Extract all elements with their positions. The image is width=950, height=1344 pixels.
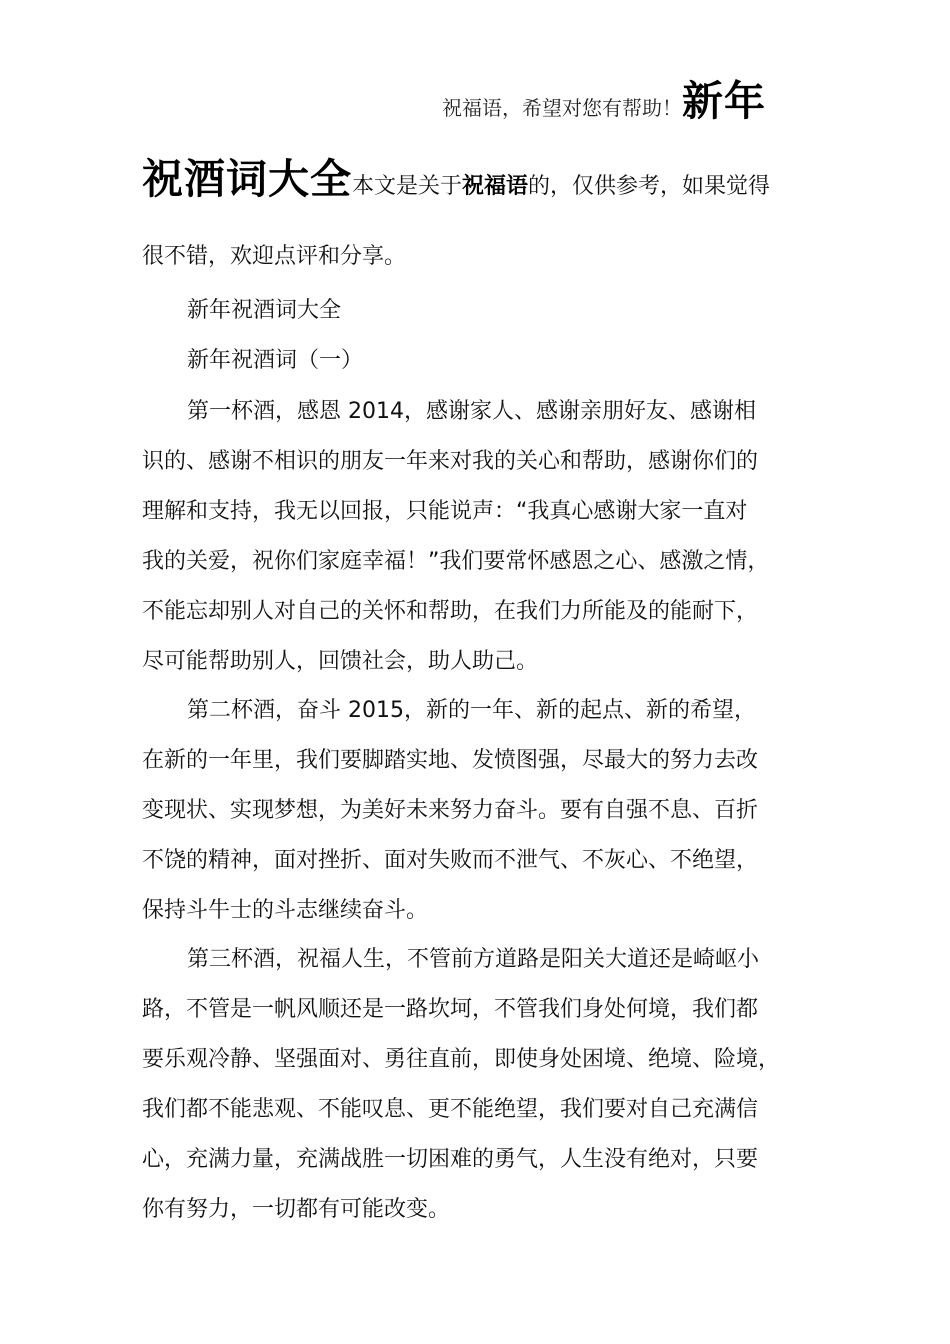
paragraph-line: 理解和支持，我无以回报，只能说声：“我真心感谢大家一直对 bbox=[142, 499, 748, 524]
intro-text-b: 的，仅供参考，如果觉得 bbox=[528, 174, 771, 199]
header-line bbox=[442, 68, 766, 127]
paragraph-line: 不饶的精神，面对挫折、面对失败而不泄气、不灰心、不绝望， bbox=[142, 848, 759, 873]
paragraph-line: 不能忘却别人对自己的关怀和帮助，在我们力所能及的能耐下， bbox=[142, 599, 759, 624]
header-note: 祝福语，希望对您有帮助！ bbox=[442, 96, 682, 120]
document-title-part2: 祝酒词大全 bbox=[142, 155, 352, 203]
paragraph-line: 要乐观冷静、坚强面对、勇往直前，即使身处困境、绝境、险境， bbox=[142, 1047, 781, 1072]
document-title-part1: 新年 bbox=[682, 77, 766, 125]
paragraph-line: 在新的一年里，我们要脚踏实地、发愤图强，尽最大的努力去改 bbox=[142, 748, 759, 773]
paragraph-line: 我们都不能悲观、不能叹息、更不能绝望，我们要对自己充满信 bbox=[142, 1097, 759, 1122]
paragraph-line: 保持斗牛士的斗志继续奋斗。 bbox=[142, 898, 429, 923]
paragraph-line: 第一杯酒，感恩 2014，感谢家人、感谢亲朋好友、感谢相 bbox=[187, 399, 756, 424]
paragraph-line: 我的关爱，祝你们家庭幸福！”我们要常怀感恩之心、感激之情， bbox=[142, 549, 770, 574]
paragraph-line: 你有努力，一切都有可能改变。 bbox=[142, 1197, 451, 1222]
paragraph-line: 变现状、实现梦想，为美好未来努力奋斗。要有自强不息、百折 bbox=[142, 798, 759, 823]
subsection-heading: 新年祝酒词（一） bbox=[187, 348, 364, 373]
intro-line-2: 很不错，欢迎点评和分享。 bbox=[142, 244, 407, 269]
paragraph-line: 尽可能帮助别人，回馈社会，助人助己。 bbox=[142, 649, 539, 674]
paragraph-line: 第三杯酒，祝福人生，不管前方道路是阳关大道还是崎岖小 bbox=[187, 947, 760, 972]
title-line bbox=[142, 146, 770, 205]
paragraph-line: 第二杯酒，奋斗 2015，新的一年、新的起点、新的希望， bbox=[187, 698, 756, 723]
intro-bold-keyword: 祝福语 bbox=[462, 174, 529, 199]
paragraph-line: 心，充满力量，充满战胜一切困难的勇气，人生没有绝对，只要 bbox=[142, 1147, 759, 1172]
intro-text-a: 本文是关于 bbox=[352, 174, 463, 199]
paragraph-line: 路，不管是一帆风顺还是一路坎坷，不管我们身处何境，我们都 bbox=[142, 997, 759, 1022]
paragraph-line: 识的、感谢不相识的朋友一年来对我的关心和帮助，感谢你们的 bbox=[142, 449, 759, 474]
section-heading: 新年祝酒词大全 bbox=[187, 298, 342, 323]
